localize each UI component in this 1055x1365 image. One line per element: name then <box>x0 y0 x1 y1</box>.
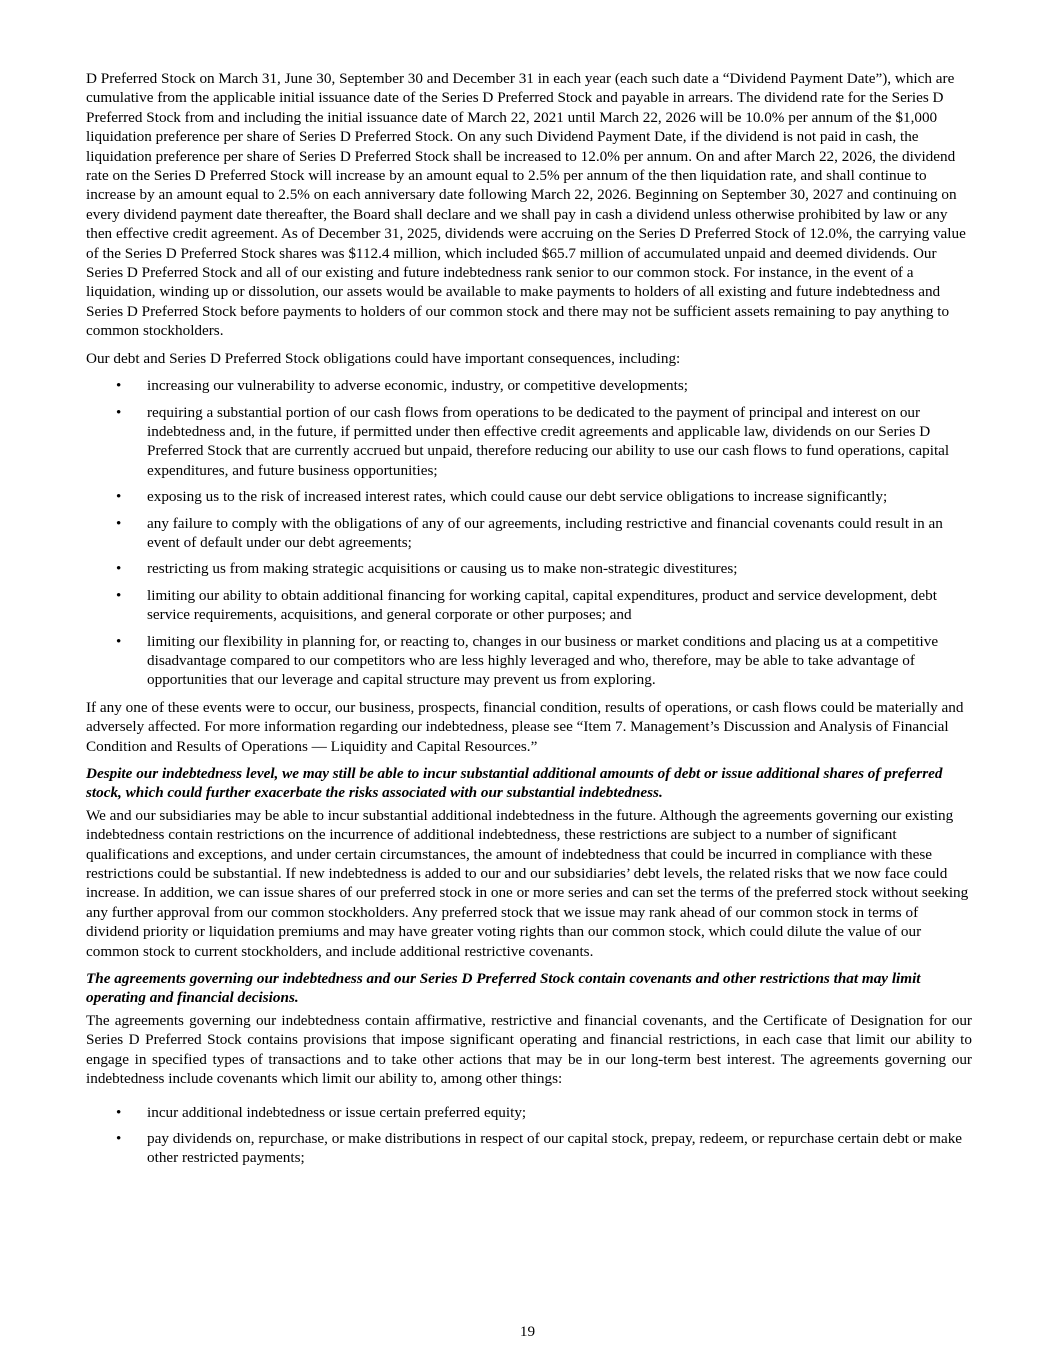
bullet-icon: • <box>116 403 122 421</box>
list-item <box>86 1129 972 1168</box>
list-item <box>86 632 972 690</box>
list-item-text: restricting us from making strategic acquisitions or causing us to make non-strategic divestitures; <box>147 560 738 578</box>
covenants-list <box>86 1103 972 1168</box>
list-item-text: incur additional indebtedness or issue certain preferred equity; <box>147 1103 527 1121</box>
risk-heading-covenants: The agreements governing our indebtedness and our Series D Preferred Stock contain covenants and other restrictions that may limit operating and financial decisions. <box>86 970 921 1007</box>
list-item <box>86 586 972 625</box>
paragraph-dividend-terms: D Preferred Stock on March 31, June 30, September 30 and December 31 in each year (each such date a “Dividend Payment Date”), which are cumulative from the applicable initial issuance date of the Series D Preferred Stock and payable in arrears. The dividend rate for the Series D Preferred Stock from and including the initial issuance date of March 22, 2021 until March 22, 2026 will be 10.0% per annum of the $1,000 liquidation preference per share of Series D Preferred Stock. On any such Dividend Payment Date, if the dividend is not paid in cash, the liquidation preference per share of Series D Preferred Stock shall be increased to 12.0% per annum. On and after March 22, 2026, the dividend rate on the Series D Preferred Stock will increase by an amount equal to 2.5% per annum of the then liquidation rate, and shall continue to increase by an amount equal to 2.5% on each anniversary date following March 22, 2026. Beginning on September 30, 2027 and continuing on every dividend payment date thereafter, the Board shall declare and we shall pay in cash a dividend unless otherwise prohibited by law or any then effective credit agreement. As of December 31, 2025, dividends were accruing on the Series D Preferred Stock of 12.0%, the carrying value of the Series D Preferred Stock shares was $112.4 million, which included $65.7 million of accumulated unpaid and deemed dividends. Our Series D Preferred Stock and all of our existing and future indebtedness rank senior to our common stock. For instance, in the event of a liquidation, winding up or dissolution, our assets would be available to make payments to holders of all existing and future indebtedness and Series D Preferred Stock before payments to holders of our common stock and there may not be sufficient assets remaining to pay anything to common stockholders. <box>86 70 966 340</box>
risk-heading-additional-debt: Despite our indebtedness level, we may still be able to incur substantial additional amounts of debt or issue additional shares of preferred stock, which could further exacerbate the risks associated with our substantial indebtedness. <box>86 765 943 802</box>
page-number: 19 <box>519 1323 536 1340</box>
bullet-icon: • <box>116 586 122 604</box>
paragraph-events-impact: If any one of these events were to occur, our business, prospects, financial condition, results of operations, or cash flows could be materially and adversely affected. For more information regarding our indebtedness, please see “Item 7. Management’s Discussion and Analysis of Financial Condition and Results of Operations — Liquidity and Capital Resources.” <box>86 698 964 755</box>
bullet-icon: • <box>116 488 122 506</box>
list-item-text: pay dividends on, repurchase, or make distributions in respect of our capital stock, prepay, redeem, or repurchase certain debt or make other restricted payments; <box>147 1129 963 1167</box>
list-item-text: increasing our vulnerability to adverse economic, industry, or competitive developments; <box>147 377 688 395</box>
bullet-icon: • <box>116 514 122 532</box>
list-item <box>86 514 972 553</box>
bullet-icon: • <box>116 1129 122 1147</box>
bullet-icon: • <box>116 632 122 650</box>
list-item-text: requiring a substantial portion of our cash flows from operations to be dedicated to the payment of principal and interest on our indebtedness and, in the future, if permitted under then effective credit agreements and applicable law, dividends on our Series D Preferred Stock that are currently accrued but unpaid, therefore reducing our ability to use our cash flows to fund operations, capital expenditures, and future business opportunities; <box>147 403 950 479</box>
list-item <box>86 403 972 481</box>
bullet-icon: • <box>116 560 122 578</box>
paragraph-consequences-intro: Our debt and Series D Preferred Stock obligations could have important consequences, including: <box>86 349 681 367</box>
list-item <box>86 559 972 578</box>
list-item <box>86 487 972 506</box>
paragraph-covenants-intro: The agreements governing our indebtedness contain affirmative, restrictive and financial covenants, and the Certificate of Designation for our Series D Preferred Stock contains provisions that impose significant operating and financial restrictions, in each case that limit our ability to engage in specified types of transactions and to take other actions that may be in our long-term best interest. The agreements governing our indebtedness include covenants which limit our ability to, among other things: <box>86 1011 972 1088</box>
consequences-list <box>86 376 972 690</box>
list-item <box>86 376 972 395</box>
list-item <box>86 1103 972 1122</box>
paragraph-additional-indebtedness: We and our subsidiaries may be able to incur substantial additional indebtedness in the future. Although the agreements governing our existing indebtedness contain restrictions on the incurrence of additional indebtedness, these restrictions are subject to a number of significant qualifications and exceptions, and under certain circumstances, the amount of indebtedness that could be incurred in compliance with these restrictions could be substantial. If new indebtedness is added to our and our subsidiaries’ debt levels, the related risks that we now face could increase. In addition, we can issue shares of our preferred stock in one or more series and can set the terms of the preferred stock without seeking any further approval from our common stockholders. Any preferred stock that we issue may rank ahead of our common stock in terms of dividend priority or liquidation premiums and may have greater voting rights than our common stock, which could dilute the value of our common stock to current stockholders, and include additional restrictive covenants. <box>86 806 969 960</box>
bullet-icon: • <box>116 377 122 395</box>
bullet-icon: • <box>116 1103 122 1121</box>
list-item-text: any failure to comply with the obligations of any of our agreements, including restrictive and financial covenants could result in an event of default under our debt agreements; <box>147 514 943 551</box>
list-item-text: limiting our ability to obtain additional financing for working capital, capital expenditures, product and service development, debt service requirements, acquisitions, and general corporate or other purposes; and <box>147 586 937 624</box>
document-page <box>86 69 972 1175</box>
list-item-text: exposing us to the risk of increased interest rates, which could cause our debt service obligations to increase significantly; <box>147 488 888 506</box>
list-item-text: limiting our flexibility in planning for, or reacting to, changes in our business or market conditions and placing us at a competitive disadvantage compared to our competitors who are less highly leveraged and who, therefore, may be able to take advantage of opportunities that our leverage and capital structure may prevent us from exploring. <box>147 632 939 689</box>
